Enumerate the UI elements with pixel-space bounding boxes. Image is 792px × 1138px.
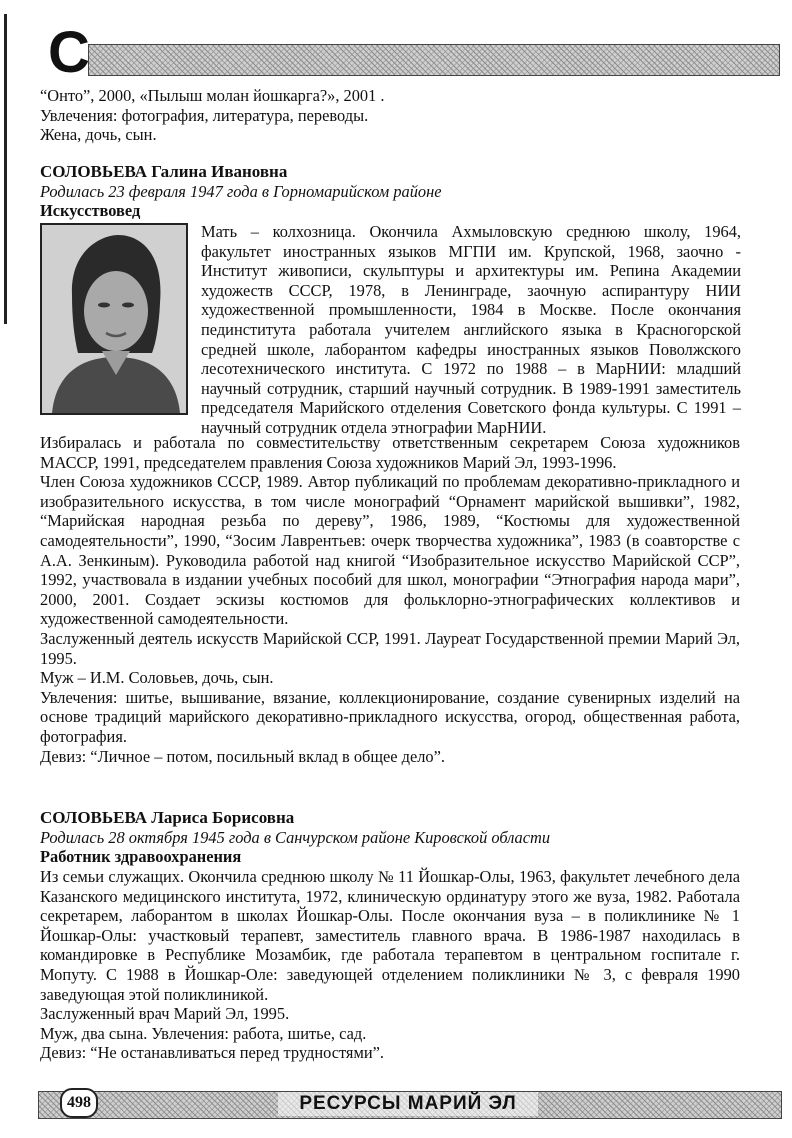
- binding-edge: [4, 14, 7, 324]
- entry-2-body: [40, 867, 740, 1063]
- entry-2-name: СОЛОВЬЕВА Лариса Борисовна: [40, 808, 295, 827]
- entry-1-name: СОЛОВЬЕВА Галина Ивановна: [40, 162, 288, 181]
- entry-1-paragraph: Девиз: “Личное – потом, посильный вклад в общее дело”.: [40, 746, 446, 766]
- entry-2-profession: Работник здравоохранения: [40, 847, 242, 867]
- entry-2-paragraph: Заслуженный врач Марий Эл, 1995.: [40, 1004, 290, 1024]
- entry-2-paragraph: Из семьи служащих. Окончила среднюю школу № 11 Йошкар-Олы, 1963, факультет лечебного дела Казанского медицинского института, 1972, клиническую ординатуру этого же вуза, 1982. Работала секретарем, лаборантом в школах Йошкар-Олы. После окончания вуза – в поликлинике № 1 Йошкар-Олы: участковый терапевт, заместитель главного врача. В 1986-1987 находилась в командировке в Республике Мозамбик, где работала терапевтом в центральном госпитале г. Мопуту. С 1988 в Йошкар-Оле: заведующей отделением поликлиники № 3, с февраля 1990 заведующая этой поликлиникой.: [40, 867, 740, 1004]
- entry-1-birth: Родилась 23 февраля 1947 года в Горномарийском районе: [40, 181, 442, 201]
- entry-1-bio-intro-block: [201, 222, 741, 438]
- entry-1-paragraph: Член Союза художников СССР, 1989. Автор публикаций по проблемам декоративно-прикладного и изобразительного искусства, в том числе монографий “Орнамент марийской вышивки”, 1982, “Марийская народная резьба по дереву”, 1986, 1989, “Костюмы для художественной самодеятельности”, 1990, “Зосим Лаврентьев: очерк творчества художника”, 1983 (в соавторстве с А.А. Зенкиным). Руководила работой над книгой “Изобразительное искусство Марийской ССР”, 1992, участвовала в издании учебных пособий для школ, монографии “Этнография народа мари”, 2000, 2001. Создает эскизы костюмов для фольклорно-этнографических коллективов и художественной самодеятельности.: [40, 472, 740, 629]
- entry-2-heading: [40, 808, 740, 867]
- previous-entry-tail: [40, 86, 740, 145]
- section-letter: С: [48, 20, 90, 85]
- entry-1-paragraph: Муж – И.М. Соловьев, дочь, сын.: [40, 668, 274, 688]
- entry-1-body: [40, 433, 740, 766]
- running-footer-title: РЕСУРСЫ МАРИЙ ЭЛ: [278, 1092, 538, 1116]
- previous-entry-line: Увлечения: фотография, литература, переводы.: [40, 105, 369, 125]
- entry-1-paragraph: Заслуженный деятель искусств Марийской ССР, 1991. Лауреат Государственной премии Марий Эл, 1995.: [40, 628, 740, 668]
- entry-1-paragraph: Избиралась и работала по совместительству ответственным секретарем Союза художников МАССР, 1991, председателем правления Союза художников Марий Эл, 1993-1996.: [40, 433, 740, 472]
- page-number: 498: [60, 1088, 98, 1118]
- entry-1-heading: [40, 162, 740, 221]
- previous-entry-line: “Онто”, 2000, «Пылыш молан йошкарга?», 2001 .: [40, 86, 385, 105]
- entry-1-bio-intro: Мать – колхозница. Окончила Ахмыловскую среднюю школу, 1964, факультет иностранных языков МГПИ им. Крупской, 1968, заочно - Институт живописи, скульптуры и архитектуры им. Репина Академии художеств СССР, 1978, в Ленинграде, заочную аспирантуру НИИ художественной промышленности, 1984 в Москве. После окончания пединститута работала учителем английского языка в Красногорской средней школе, лаборантом кафедры иностранных языков Поволжского лесотехнического института. С 1972 по 1988 – в МарНИИ: младший научный сотрудник, старший научный сотрудник. В 1989-1991 заместитель председателя Марийского отделения Советского фонда культуры. С 1991 – научный сотрудник отдела этнографии МарНИИ.: [201, 222, 741, 437]
- entry-2-paragraph: Девиз: “Не останавливаться перед трудностями”.: [40, 1043, 384, 1063]
- portrait-image: [42, 225, 186, 413]
- entry-1-profession: Искусствовед: [40, 201, 141, 221]
- header-band: [88, 44, 780, 76]
- previous-entry-line: Жена, дочь, сын.: [40, 125, 157, 145]
- entry-1-paragraph: Увлечения: шитье, вышивание, вязание, коллекционирование, создание сувенирных изделий на основе традиций марийского декоративно-прикладного искусства, огород, общественная работа, фотография.: [40, 687, 740, 746]
- portrait-photo: [40, 223, 188, 415]
- entry-2-birth: Родилась 28 октября 1945 года в Санчурском районе Кировской области: [40, 827, 551, 847]
- entry-2-paragraph: Муж, два сына. Увлечения: работа, шитье, сад.: [40, 1023, 367, 1043]
